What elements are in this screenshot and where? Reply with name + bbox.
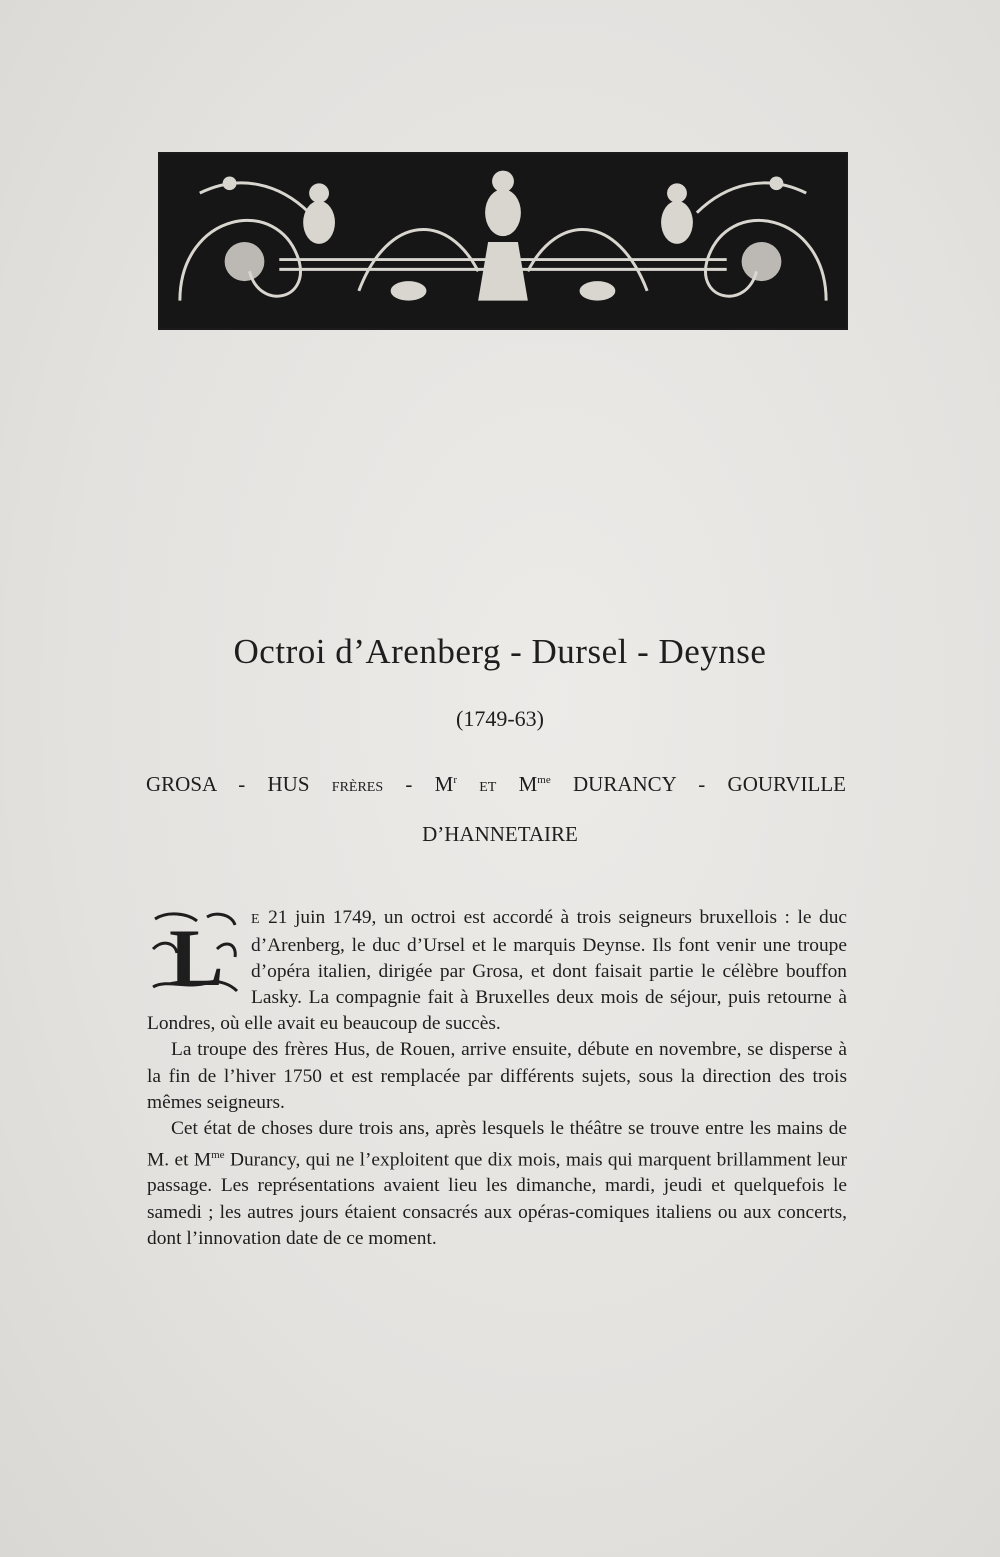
body-text [147, 905, 847, 1252]
dropcap-letter: L [169, 912, 224, 995]
paragraph-3-sup: me [211, 1148, 225, 1161]
mme-sup: me [537, 774, 551, 786]
names-part-2: - M [405, 772, 454, 796]
mme-label: M [518, 772, 538, 796]
paragraph-3-text-b: Durancy, qui ne l’exploitent que dix mois, mais qui marquent brillamment leur passage. Les représentations avaient lieu les dimanche, mardi, jeudi et quelquefois le samedi ; les autres jours étaient consacrés aux opéras-comiques italiens ou aux concerts, dont l’innovation date de ce moment. [147, 1149, 847, 1249]
paragraph-1-text: 21 juin 1749, un octroi est accordé à trois seigneurs bruxellois : le duc d’Arenberg, le duc d’Ursel et le marquis Deynse. Ils font venir une troupe d’opéra italien, dirigée par Grosa, et dont faisait partie le célèbre bouffon Lasky. La compagnie fait à Bruxelles deux mois de séjour, puis retourne à Londres, où elle avait eu beaucoup de succès. [147, 907, 847, 1035]
names-line-2: D’HANNETAIRE [422, 822, 578, 846]
paragraph-1 [147, 905, 847, 1037]
names-part-1: GROSA - HUS [146, 772, 310, 796]
paragraph-3 [147, 1116, 847, 1252]
et-label: ET [479, 780, 497, 795]
paragraph-2: La troupe des frères Hus, de Rouen, arrive ensuite, débute en novembre, se disperse à la fin de l’hiver 1750 et est remplacée par différents sujets, sous la direction des trois mêmes seigneurs. [147, 1039, 847, 1113]
freres-label: FRÈRES [331, 780, 384, 795]
names-part-3: DURANCY - GOURVILLE [572, 772, 846, 796]
paragraph-3-text-a: Cet état de choses dure trois ans, après lesquels le théâtre se trouve entre les mains de M. et M [147, 1117, 847, 1171]
names-line-1 [146, 772, 846, 797]
dropcap-icon [147, 909, 241, 995]
paragraph-1-smallcaps: E [251, 912, 261, 927]
ornament-headband-icon [158, 152, 848, 330]
date-range: (1749-63) [456, 706, 544, 731]
page-title: Octroi d’Arenberg - Dursel - Deynse [233, 632, 767, 671]
mr-sup: r [453, 774, 457, 786]
